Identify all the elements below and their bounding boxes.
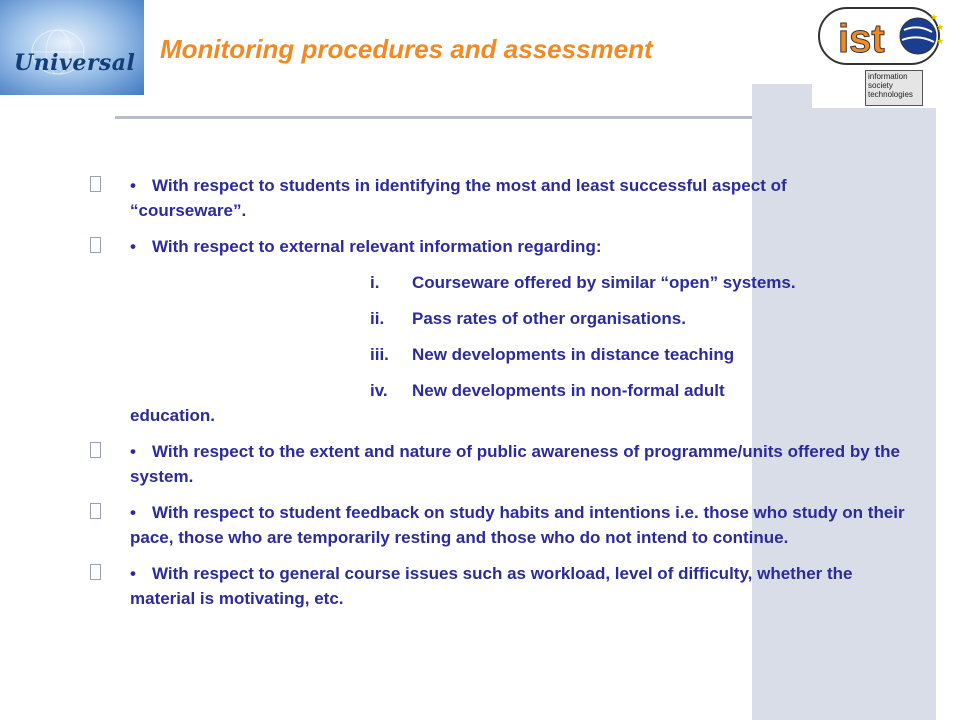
- universal-logo: [0, 0, 144, 95]
- list-item: [90, 234, 905, 259]
- list-item: [90, 561, 905, 611]
- ist-caption-line: information: [868, 72, 908, 81]
- bullet-dot-icon: •: [130, 237, 136, 256]
- sub-list-item: [90, 270, 905, 295]
- sub-list-item: [90, 306, 905, 331]
- list-item: [90, 439, 905, 489]
- list-item-text: With respect to general course issues such as workload, level of difficulty, whether the material is motivating, etc.: [130, 564, 853, 608]
- list-item-text: With respect to external relevant information regarding:: [152, 237, 602, 256]
- list-item: [90, 173, 905, 223]
- sub-list-number: iv.: [370, 381, 388, 400]
- page-title: Monitoring procedures and assessment: [160, 34, 653, 64]
- bullet-marker-icon: [90, 237, 101, 253]
- sub-list-text: New developments in non-formal adult: [412, 381, 725, 400]
- bullet-marker-icon: [90, 503, 101, 519]
- ist-caption-line: technologies: [868, 90, 913, 99]
- globe-icon: [0, 0, 144, 95]
- bullet-list: [90, 173, 905, 622]
- sub-list-number: i.: [370, 273, 380, 292]
- ist-globe-icon: [900, 18, 936, 54]
- bullet-dot-icon: •: [130, 442, 136, 461]
- ist-logo-text: ist: [838, 17, 885, 61]
- sub-list-continuation: education.: [130, 406, 216, 425]
- header-divider: [115, 116, 752, 119]
- ist-caption-line: society: [868, 81, 893, 90]
- sub-list-text: Courseware offered by similar “open” systems.: [412, 273, 796, 292]
- universal-logo-text: Universal: [14, 50, 136, 76]
- bullet-marker-icon: [90, 564, 101, 580]
- sub-list-text: Pass rates of other organisations.: [412, 309, 686, 328]
- bullet-dot-icon: •: [130, 503, 136, 522]
- sub-list-item: [90, 342, 905, 367]
- bullet-dot-icon: •: [130, 564, 136, 583]
- star-icon: ★: [930, 12, 939, 22]
- bullet-dot-icon: •: [130, 176, 136, 195]
- star-icon: ★: [936, 36, 945, 46]
- list-item-text: With respect to the extent and nature of public awareness of programme/units offered by the system.: [130, 442, 900, 486]
- ist-caption-box: [865, 70, 923, 106]
- list-item-text: With respect to student feedback on study habits and intentions i.e. those who study on their pace, those who are temporarily resting and those who do not intend to continue.: [130, 503, 905, 547]
- sub-list-text: New developments in distance teaching: [412, 345, 735, 364]
- bullet-marker-icon: [90, 176, 101, 192]
- sub-list-item: [90, 378, 905, 403]
- sub-list-number: ii.: [370, 309, 385, 328]
- bullet-marker-icon: [90, 442, 101, 458]
- list-item: [90, 500, 905, 550]
- star-icon: ★: [936, 22, 945, 32]
- list-item-text: With respect to students in identifying the most and least successful aspect of “courseware”.: [130, 176, 787, 220]
- sub-list-number: iii.: [370, 345, 389, 364]
